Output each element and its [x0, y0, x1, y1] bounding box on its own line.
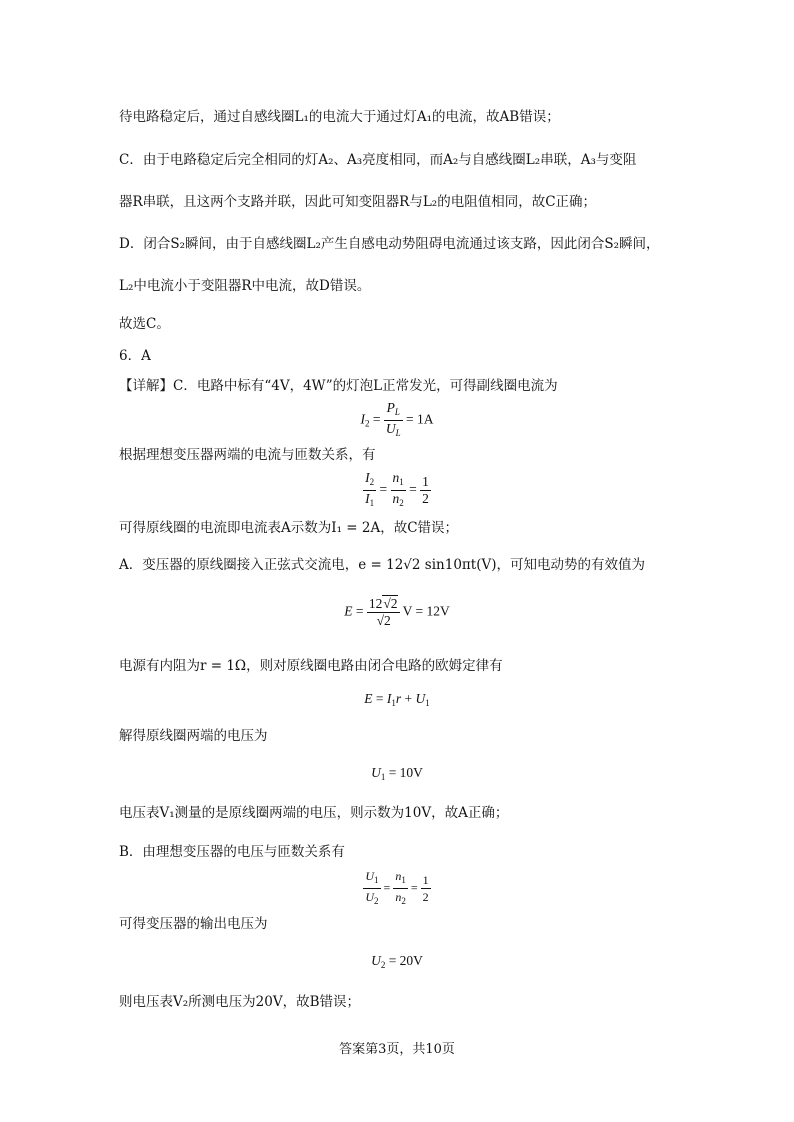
text-line-5: L₂中电流小于变阻器R中电流，故D错误。: [119, 278, 371, 294]
text-line-15: B．由理想变压器的电压与匝数关系有: [119, 844, 345, 860]
text-line-3: 器R串联，且这两个支路并联，因此可知变阻器R与L₂的电阻值相同，故C正确；: [119, 194, 597, 210]
text-line-13: 解得原线圈两端的电压为: [119, 728, 268, 744]
text-line-8: 【详解】C．电路中标有“4V，4W”的灯泡L正常发光，可得副线圈电流为: [119, 378, 558, 394]
text-line-2: C．由于电路稳定后完全相同的灯A₂、A₃亮度相同，而A₂与自感线圈L₂串联，A₃与变阻: [119, 152, 637, 168]
equation-5: $U_1 = 10V$: [371, 765, 423, 782]
text-line-11: A．变压器的原线圈接入正弦式交流电，e = 12√2 sin10πt(V)，可知电动势的有效值为: [119, 557, 645, 573]
text-line-1: 待电路稳定后，通过自感线圈L₁的电流大于通过灯A₁的电流，故AB错误；: [119, 109, 560, 125]
question-number: 6．A: [119, 348, 151, 364]
text-line-12: 电源有内阻为r = 1Ω，则对原线圈电路由闭合电路的欧姆定律有: [119, 658, 503, 674]
text-line-6: 故选C。: [119, 316, 170, 332]
text-line-4: D．闭合S₂瞬间，由于自感线圈L₂产生自感电动势阻碍电流通过该支路，因此闭合S₂瞬间，: [119, 236, 660, 252]
text-line-9: 根据理想变压器两端的电流与匝数关系，有: [119, 447, 376, 463]
equation-6: $\frac{U_1}{U_2}$ = $\frac{n_1}{n_2}$ = $\frac{1}{2}$: [365, 869, 429, 906]
equation-3: E = $\frac{12√2}{√2}$ V = 12V: [344, 596, 450, 628]
equation-2: $\frac{I_2}{I_1}$ = $\frac{n_1}{n_2}$ = $\frac{1}{2}$: [365, 470, 429, 508]
text-line-14: 电压表V₁测量的是原线圈两端的电压，则示数为10V，故A正确；: [119, 805, 509, 821]
text-line-16: 可得变压器的输出电压为: [119, 916, 268, 932]
text-line-10: 可得原线圈的电流即电流表A示数为I₁ = 2A，故C错误；: [119, 520, 459, 536]
equation-1: $I_2$ = $\frac{P_L}{U_L}$ = 1A: [360, 400, 434, 438]
text-line-17: 则电压表V₂所测电压为20V，故B错误；: [119, 994, 361, 1010]
equation-4: $E = I_1r + U_1$: [364, 691, 430, 708]
page-footer: 答案第3页，共10页: [339, 1042, 455, 1057]
equation-7: $U_2 = 20V$: [371, 953, 423, 970]
